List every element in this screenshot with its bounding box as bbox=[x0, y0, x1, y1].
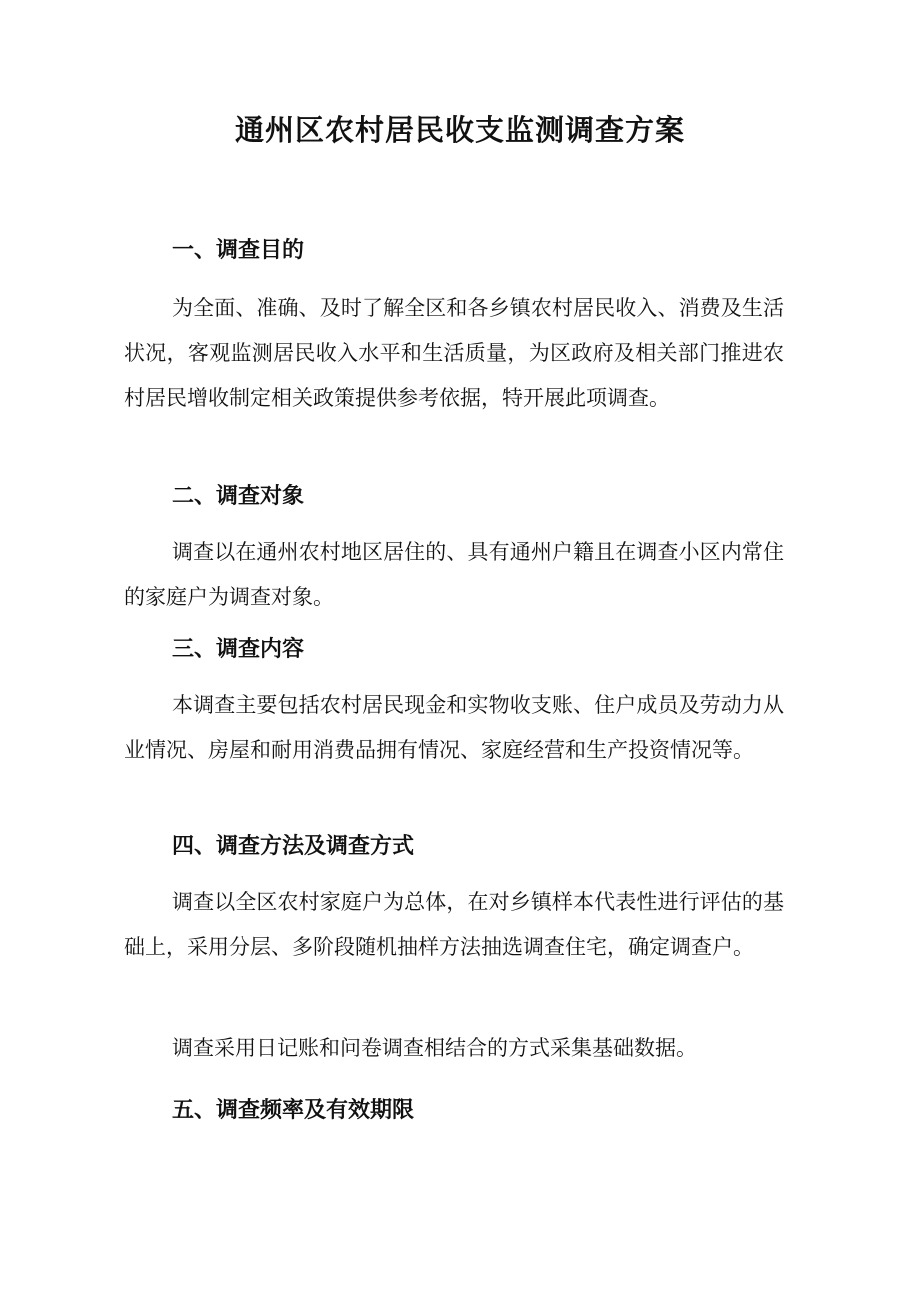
section-heading-subjects: 二、调查对象 bbox=[172, 484, 305, 509]
section-paragraph-content: 本调查主要包括农村居民现金和实物收支账、住户成员及劳动力从业情况、房屋和耐用消费品拥有情况、家庭经营和生产投资情况等。 bbox=[124, 693, 784, 762]
section-paragraph-purpose: 为全面、准确、及时了解全区和各乡镇农村居民收入、消费及生活状况，客观监测居民收入水平和生活质量，为区政府及相关部门推进农村居民增收制定相关政策提供参考依据，特开展此项调查。 bbox=[124, 296, 784, 410]
document-title: 通州区农村居民收支监测调查方案 bbox=[234, 113, 685, 147]
section-paragraph-subjects: 调查以在通州农村地区居住的、具有通州户籍且在调查小区内常住的家庭户为调查对象。 bbox=[124, 540, 784, 609]
section-paragraph-methods-2: 调查采用日记账和问卷调查相结合的方式采集基础数据。 bbox=[172, 1036, 697, 1060]
section-paragraph-methods-1: 调查以全区农村家庭户为总体，在对乡镇样本代表性进行评估的基础上，采用分层、多阶段随机抽样方法抽选调查住宅，确定调查户。 bbox=[124, 890, 784, 959]
section-heading-frequency: 五、调查频率及有效期限 bbox=[172, 1098, 415, 1123]
section-heading-content: 三、调查内容 bbox=[172, 637, 305, 662]
section-heading-purpose: 一、调查目的 bbox=[172, 238, 305, 263]
section-heading-methods: 四、调查方法及调查方式 bbox=[172, 834, 415, 859]
